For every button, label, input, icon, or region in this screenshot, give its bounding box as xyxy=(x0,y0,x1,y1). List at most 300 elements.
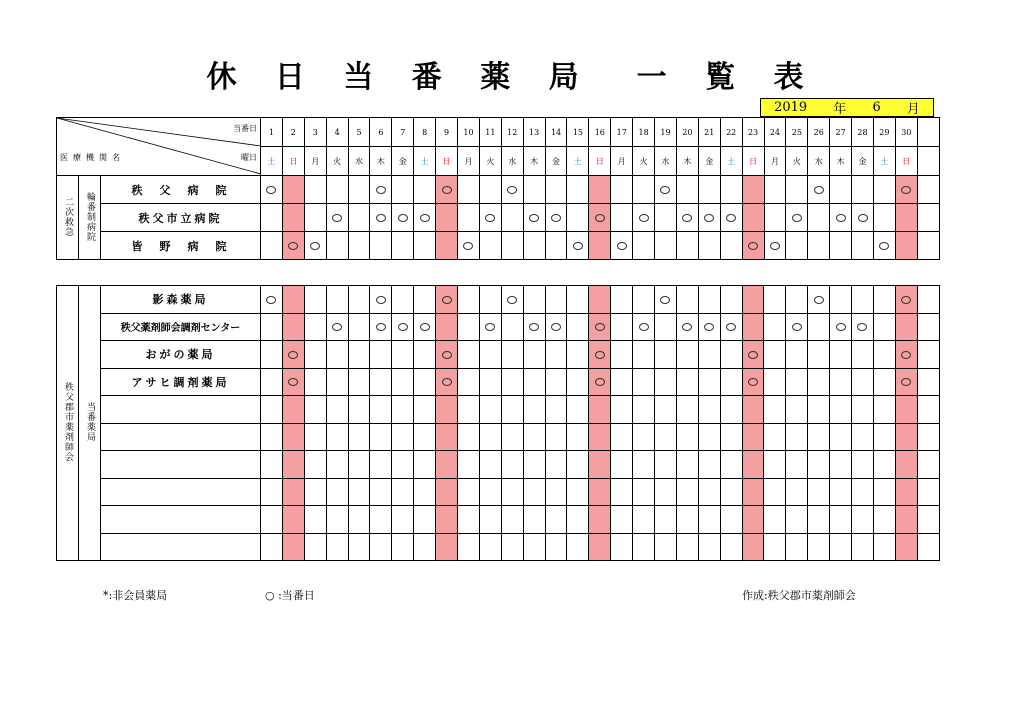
date-header-cell: 7 xyxy=(392,118,414,147)
day-cell xyxy=(611,478,633,506)
day-cell xyxy=(501,204,523,232)
day-cell xyxy=(852,396,874,424)
day-cell xyxy=(742,176,764,204)
duty-mark-icon xyxy=(398,214,408,222)
table-row xyxy=(57,533,940,561)
day-cell xyxy=(370,204,392,232)
day-cell xyxy=(567,368,589,396)
day-cell xyxy=(261,533,283,561)
day-cell xyxy=(895,204,917,232)
day-cell xyxy=(261,232,283,260)
day-cell xyxy=(392,533,414,561)
day-cell xyxy=(786,341,808,369)
day-cell xyxy=(852,533,874,561)
day-cell xyxy=(873,204,895,232)
day-cell xyxy=(720,396,742,424)
day-cell xyxy=(304,313,326,341)
duty-mark-icon xyxy=(551,214,561,222)
day-cell xyxy=(655,533,677,561)
day-cell xyxy=(348,313,370,341)
day-cell xyxy=(895,341,917,369)
dow-header-cell: 水 xyxy=(808,147,830,176)
day-cell xyxy=(895,451,917,479)
day-cell xyxy=(392,204,414,232)
duty-mark-icon xyxy=(442,296,452,304)
day-cell xyxy=(808,368,830,396)
day-cell xyxy=(414,368,436,396)
day-cell xyxy=(523,533,545,561)
day-cell xyxy=(479,204,501,232)
day-cell xyxy=(523,286,545,314)
table-row xyxy=(57,341,940,369)
dow-header-cell: 火 xyxy=(633,147,655,176)
day-cell xyxy=(304,286,326,314)
day-cell xyxy=(742,506,764,534)
day-cell xyxy=(720,232,742,260)
day-cell xyxy=(917,506,939,534)
duty-mark-icon xyxy=(529,214,539,222)
day-cell xyxy=(370,341,392,369)
day-cell xyxy=(545,533,567,561)
day-cell xyxy=(852,176,874,204)
dow-header-cell: 月 xyxy=(458,147,480,176)
day-cell xyxy=(611,313,633,341)
day-cell xyxy=(742,286,764,314)
day-cell xyxy=(720,533,742,561)
duty-mark-icon xyxy=(660,186,670,194)
duty-mark-icon xyxy=(595,214,605,222)
day-cell xyxy=(326,533,348,561)
day-cell xyxy=(479,286,501,314)
date-header-cell: 10 xyxy=(458,118,480,147)
day-cell xyxy=(436,533,458,561)
pharmacy-schedule-table xyxy=(56,285,940,561)
day-cell xyxy=(523,423,545,451)
day-cell xyxy=(786,478,808,506)
day-cell xyxy=(304,368,326,396)
day-cell xyxy=(742,204,764,232)
day-cell xyxy=(698,286,720,314)
day-cell xyxy=(282,313,304,341)
dow-header-cell: 金 xyxy=(852,147,874,176)
day-cell xyxy=(348,286,370,314)
day-cell xyxy=(545,313,567,341)
institution-name: 秩父市立病院 xyxy=(101,204,261,232)
day-cell xyxy=(348,232,370,260)
duty-mark-icon xyxy=(857,323,867,331)
day-cell xyxy=(567,396,589,424)
day-cell xyxy=(458,341,480,369)
day-cell xyxy=(326,478,348,506)
date-header-cell: 1 xyxy=(261,118,283,147)
day-cell xyxy=(304,176,326,204)
dow-header-cell: 月 xyxy=(764,147,786,176)
day-cell xyxy=(501,341,523,369)
day-cell xyxy=(852,451,874,479)
day-cell xyxy=(589,478,611,506)
day-cell xyxy=(655,506,677,534)
day-cell xyxy=(611,176,633,204)
day-cell xyxy=(282,286,304,314)
date-header-cell: 23 xyxy=(742,118,764,147)
duty-mark-icon xyxy=(704,323,714,331)
day-cell xyxy=(720,286,742,314)
day-cell xyxy=(479,533,501,561)
day-cell xyxy=(698,232,720,260)
day-cell xyxy=(764,368,786,396)
subgroup-label: 輪番制病院 xyxy=(85,191,95,242)
dow-header-cell: 木 xyxy=(676,147,698,176)
day-cell xyxy=(742,451,764,479)
day-cell xyxy=(655,313,677,341)
day-cell xyxy=(676,478,698,506)
day-cell xyxy=(611,204,633,232)
day-cell xyxy=(808,313,830,341)
header-diagonal-cell xyxy=(57,118,261,176)
day-cell xyxy=(698,341,720,369)
day-cell xyxy=(567,423,589,451)
dow-header-cell: 日 xyxy=(742,147,764,176)
table-row xyxy=(57,232,940,260)
day-cell xyxy=(720,506,742,534)
day-cell xyxy=(830,232,852,260)
day-cell xyxy=(873,232,895,260)
day-cell xyxy=(676,533,698,561)
day-cell xyxy=(458,204,480,232)
pharmacy-name: 秩父薬剤師会調剤センター xyxy=(101,313,261,341)
page-title: 休 日 当 番 薬 局 一 覧 表 xyxy=(206,60,818,95)
day-cell xyxy=(808,451,830,479)
day-cell xyxy=(917,313,939,341)
dow-header-cell: 金 xyxy=(698,147,720,176)
day-cell xyxy=(282,396,304,424)
dow-header-cell: 水 xyxy=(655,147,677,176)
day-cell xyxy=(742,368,764,396)
day-cell xyxy=(764,232,786,260)
day-cell xyxy=(436,506,458,534)
duty-mark-icon xyxy=(288,242,298,250)
day-cell xyxy=(370,478,392,506)
duty-mark-icon xyxy=(288,351,298,359)
day-cell xyxy=(808,176,830,204)
day-cell xyxy=(261,341,283,369)
group-label-cell xyxy=(57,286,79,561)
day-cell xyxy=(392,423,414,451)
duty-mark-icon xyxy=(836,323,846,331)
duty-mark-icon xyxy=(682,214,692,222)
day-cell xyxy=(436,232,458,260)
date-header-cell: 14 xyxy=(545,118,567,147)
day-cell xyxy=(676,341,698,369)
dow-header-cell: 金 xyxy=(392,147,414,176)
day-cell xyxy=(370,396,392,424)
duty-mark-icon xyxy=(376,296,386,304)
day-cell xyxy=(633,368,655,396)
day-cell xyxy=(873,533,895,561)
institution-name: 皆 野 病 院 xyxy=(101,232,261,260)
day-cell xyxy=(523,368,545,396)
day-cell xyxy=(917,451,939,479)
dow-header-cell: 月 xyxy=(611,147,633,176)
dow-header-cell: 日 xyxy=(436,147,458,176)
day-cell xyxy=(917,478,939,506)
day-cell xyxy=(808,232,830,260)
date-header-cell: 20 xyxy=(676,118,698,147)
pharmacy-name xyxy=(101,533,261,561)
day-cell xyxy=(567,286,589,314)
day-cell xyxy=(808,533,830,561)
day-cell xyxy=(873,451,895,479)
group-label-cell xyxy=(57,176,79,260)
day-cell xyxy=(479,341,501,369)
day-cell xyxy=(698,368,720,396)
day-cell xyxy=(852,478,874,506)
day-cell xyxy=(786,313,808,341)
day-cell xyxy=(917,341,939,369)
day-cell xyxy=(917,368,939,396)
day-cell xyxy=(436,396,458,424)
day-cell xyxy=(655,423,677,451)
dow-header-cell: 火 xyxy=(326,147,348,176)
day-cell xyxy=(436,204,458,232)
day-cell xyxy=(523,478,545,506)
day-cell xyxy=(501,286,523,314)
day-cell xyxy=(567,506,589,534)
day-cell xyxy=(545,176,567,204)
pharmacy-name: アサヒ調剤薬局 xyxy=(101,368,261,396)
day-cell xyxy=(764,478,786,506)
duty-mark-icon xyxy=(770,242,780,250)
day-cell xyxy=(611,533,633,561)
day-cell xyxy=(589,423,611,451)
duty-mark-icon xyxy=(595,378,605,386)
day-cell xyxy=(852,232,874,260)
day-cell xyxy=(458,478,480,506)
diagonal-lines xyxy=(57,118,261,174)
day-cell xyxy=(611,341,633,369)
day-cell xyxy=(458,232,480,260)
day-cell xyxy=(786,204,808,232)
day-cell xyxy=(523,204,545,232)
duty-mark-icon xyxy=(310,242,320,250)
pharmacy-name: おがの薬局 xyxy=(101,341,261,369)
day-cell xyxy=(611,286,633,314)
day-cell xyxy=(698,451,720,479)
day-cell xyxy=(282,204,304,232)
day-cell xyxy=(523,396,545,424)
day-cell xyxy=(764,533,786,561)
day-cell xyxy=(676,423,698,451)
day-cell xyxy=(808,396,830,424)
day-cell xyxy=(720,368,742,396)
dow-header-cell: 土 xyxy=(567,147,589,176)
day-cell xyxy=(545,423,567,451)
duty-mark-icon xyxy=(704,214,714,222)
day-cell xyxy=(414,341,436,369)
day-cell xyxy=(501,232,523,260)
duty-mark-icon xyxy=(595,351,605,359)
dow-header-cell: 日 xyxy=(282,147,304,176)
day-cell xyxy=(458,423,480,451)
date-header-cell: 2 xyxy=(282,118,304,147)
day-cell xyxy=(698,423,720,451)
day-cell xyxy=(720,204,742,232)
day-cell xyxy=(304,423,326,451)
day-cell xyxy=(895,176,917,204)
dow-header-cell: 火 xyxy=(479,147,501,176)
day-cell xyxy=(655,341,677,369)
day-cell xyxy=(479,368,501,396)
day-cell xyxy=(392,176,414,204)
day-cell xyxy=(611,232,633,260)
day-cell xyxy=(523,451,545,479)
day-cell xyxy=(808,423,830,451)
day-cell xyxy=(458,533,480,561)
day-cell xyxy=(282,232,304,260)
day-cell xyxy=(414,396,436,424)
day-cell xyxy=(852,313,874,341)
day-cell xyxy=(567,232,589,260)
day-cell xyxy=(676,368,698,396)
day-cell xyxy=(742,478,764,506)
day-cell xyxy=(501,478,523,506)
day-cell xyxy=(501,176,523,204)
day-cell xyxy=(895,232,917,260)
duty-mark-icon xyxy=(442,186,452,194)
date-header-cell: 17 xyxy=(611,118,633,147)
day-cell xyxy=(895,313,917,341)
day-cell xyxy=(742,533,764,561)
day-cell xyxy=(304,204,326,232)
day-cell xyxy=(589,204,611,232)
day-cell xyxy=(501,313,523,341)
duty-mark-icon xyxy=(376,186,386,194)
duty-mark-icon xyxy=(660,296,670,304)
month-label: 月 xyxy=(906,102,920,117)
day-cell xyxy=(523,506,545,534)
day-cell xyxy=(917,176,939,204)
day-cell xyxy=(589,533,611,561)
day-cell xyxy=(676,204,698,232)
day-cell xyxy=(282,341,304,369)
day-cell xyxy=(589,232,611,260)
duty-mark-icon xyxy=(792,214,802,222)
day-cell xyxy=(392,232,414,260)
duty-mark-icon xyxy=(726,214,736,222)
day-cell xyxy=(501,506,523,534)
day-cell xyxy=(436,341,458,369)
day-cell xyxy=(764,341,786,369)
pharmacy-name xyxy=(101,423,261,451)
day-cell xyxy=(917,232,939,260)
day-cell xyxy=(545,506,567,534)
day-cell xyxy=(655,396,677,424)
day-cell xyxy=(830,368,852,396)
day-cell xyxy=(479,396,501,424)
day-cell xyxy=(479,232,501,260)
year-label: 年 xyxy=(833,102,847,117)
day-cell xyxy=(414,451,436,479)
day-cell xyxy=(348,478,370,506)
day-cell xyxy=(830,423,852,451)
day-cell xyxy=(633,341,655,369)
group-label: 秩父郡市薬剤師会 xyxy=(63,382,73,462)
day-cell xyxy=(348,451,370,479)
day-cell xyxy=(348,396,370,424)
day-cell xyxy=(830,176,852,204)
day-cell xyxy=(742,396,764,424)
day-cell xyxy=(764,396,786,424)
year-value: 2019 xyxy=(774,100,808,115)
day-cell xyxy=(326,204,348,232)
day-cell xyxy=(414,533,436,561)
day-cell xyxy=(282,451,304,479)
day-cell xyxy=(830,204,852,232)
duty-mark-icon xyxy=(879,242,889,250)
date-header-cell: 28 xyxy=(852,118,874,147)
day-cell xyxy=(873,176,895,204)
day-cell xyxy=(282,533,304,561)
day-cell xyxy=(523,313,545,341)
day-cell xyxy=(458,451,480,479)
day-cell xyxy=(304,506,326,534)
day-cell xyxy=(786,396,808,424)
day-cell xyxy=(523,232,545,260)
day-cell xyxy=(436,451,458,479)
date-header-cell: 22 xyxy=(720,118,742,147)
day-cell xyxy=(567,176,589,204)
day-cell xyxy=(742,313,764,341)
dow-header-cell: 土 xyxy=(873,147,895,176)
day-cell xyxy=(392,506,414,534)
day-cell xyxy=(830,478,852,506)
day-cell xyxy=(348,368,370,396)
day-cell xyxy=(261,506,283,534)
subgroup-label-cell xyxy=(79,286,101,561)
day-cell xyxy=(895,423,917,451)
day-cell xyxy=(611,368,633,396)
day-cell xyxy=(698,176,720,204)
day-cell xyxy=(392,396,414,424)
day-cell xyxy=(348,204,370,232)
day-cell xyxy=(567,204,589,232)
day-cell xyxy=(720,313,742,341)
day-cell xyxy=(370,368,392,396)
day-cell xyxy=(852,204,874,232)
day-cell xyxy=(348,506,370,534)
duty-mark-icon xyxy=(266,186,276,194)
day-cell xyxy=(633,176,655,204)
table-row xyxy=(57,176,940,204)
duty-mark-icon xyxy=(420,323,430,331)
day-cell xyxy=(458,313,480,341)
day-cell xyxy=(458,368,480,396)
day-cell xyxy=(370,232,392,260)
day-cell xyxy=(304,533,326,561)
day-cell xyxy=(501,533,523,561)
date-header-cell: 25 xyxy=(786,118,808,147)
duty-mark-icon xyxy=(726,323,736,331)
day-cell xyxy=(655,232,677,260)
duty-mark-icon xyxy=(332,214,342,222)
day-cell xyxy=(436,313,458,341)
day-cell xyxy=(304,232,326,260)
pharmacy-name xyxy=(101,451,261,479)
group-label: 二次救急 xyxy=(63,196,73,237)
dow-header-cell: 水 xyxy=(348,147,370,176)
day-cell xyxy=(392,478,414,506)
day-cell xyxy=(720,478,742,506)
